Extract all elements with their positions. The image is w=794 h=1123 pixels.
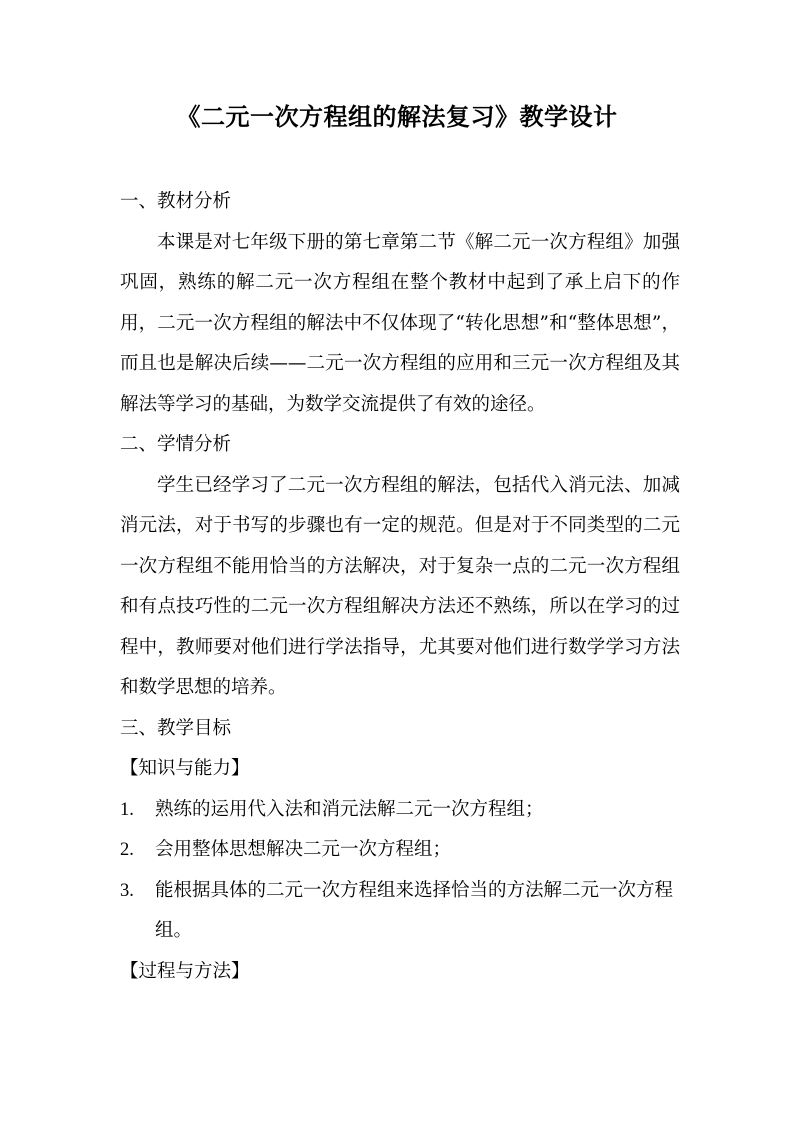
list-item-text: 熟练的运用代入法和消元法解二元一次方程组； bbox=[155, 798, 544, 820]
list-item bbox=[120, 790, 680, 831]
section-heading: 二、学情分析 bbox=[120, 434, 232, 455]
list-item-text: 会用整体思想解决二元一次方程组； bbox=[155, 839, 452, 860]
section-paragraph: 学生已经学习了二元一次方程组的解法，包括代入消元法、加减消元法，对于书写的步骤也有一定的规范。但是对于不同类型的二元一次方程组不能用恰当的方法解决，对于复杂一点的二元一次方程组和有点技巧性的二元一次方程组解决方法还不熟练，所以在学习的过程中，教师要对他们进行学法指导，尤其要对他们进行数学学习方法和数学思想的培养。 bbox=[120, 474, 680, 698]
section-teaching-objectives bbox=[120, 709, 680, 993]
list-item-number: 1. bbox=[120, 799, 134, 820]
section-student-analysis bbox=[120, 425, 680, 709]
section-paragraph: 本课是对七年级下册的第七章第二节《解二元一次方程组》加强巩固，熟练的解二元一次方程组在整个教材中起到了承上启下的作用，二元一次方程组的解法中不仅体现了“转化思想”和“整体思想”，而且也是解决后续——二元一次方程组的应用和三元一次方程组及其解法等学习的基础，为数学交流提供了有效的途径。 bbox=[120, 231, 680, 415]
subheading-process-method: 【过程与方法】 bbox=[120, 960, 250, 982]
list-item bbox=[120, 871, 680, 952]
list-item bbox=[120, 830, 680, 871]
section-heading: 一、教材分析 bbox=[120, 191, 232, 212]
list-item-number: 2. bbox=[120, 840, 134, 860]
objectives-list bbox=[120, 790, 680, 952]
section-textbook-analysis bbox=[120, 182, 680, 425]
list-item-text: 能根据具体的二元一次方程组来选择恰当的方法解二元一次方程组。 bbox=[155, 879, 674, 941]
list-item-number: 3. bbox=[120, 880, 134, 901]
subheading-knowledge-ability: 【知识与能力】 bbox=[120, 758, 250, 779]
section-heading: 三、教学目标 bbox=[120, 717, 232, 739]
document-title: 《二元一次方程组的解法复习》教学设计 bbox=[176, 102, 618, 131]
document-body bbox=[120, 182, 680, 992]
